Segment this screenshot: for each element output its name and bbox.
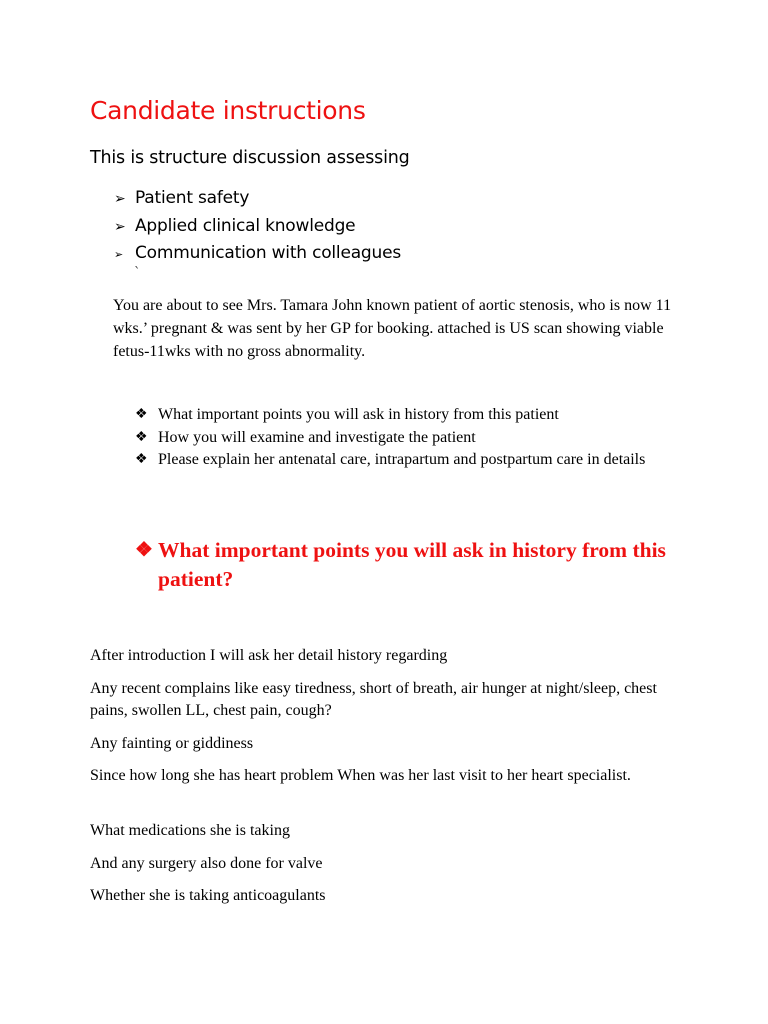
task-list bbox=[135, 404, 675, 472]
list-item: ➢ Communication with colleagues bbox=[114, 241, 401, 269]
page-title: Candidate instructions bbox=[90, 96, 366, 125]
answer-paragraph: Any fainting or giddiness bbox=[90, 735, 254, 752]
diamond-bullet-icon: ❖ bbox=[135, 539, 153, 561]
answer-paragraph: Whether she is taking anticoagulants bbox=[90, 887, 326, 904]
stray-mark: ` bbox=[134, 266, 141, 281]
arrowhead-bullet-icon: ➢ bbox=[114, 248, 124, 261]
list-item: ➢ Applied clinical knowledge bbox=[114, 214, 401, 242]
answer-paragraph: And any surgery also done for valve bbox=[90, 855, 323, 872]
arrowhead-bullet-icon: ➢ bbox=[114, 218, 126, 235]
assessment-list bbox=[114, 186, 401, 269]
diamond-bullet-icon: ❖ bbox=[135, 452, 148, 467]
diamond-bullet-icon: ❖ bbox=[135, 407, 148, 422]
list-item: ➢ Patient safety bbox=[114, 186, 401, 214]
answer-paragraph: What medications she is taking bbox=[90, 822, 290, 839]
list-item: ❖ What important points you will ask in history from this patient bbox=[135, 404, 675, 427]
answer-paragraph: After introduction I will ask her detail history regarding bbox=[90, 647, 448, 664]
list-item: ❖ Please explain her antenatal care, intrapartum and postpartum care in details bbox=[135, 449, 675, 472]
section-subtitle: This is structure discussion assessing bbox=[90, 148, 410, 168]
arrowhead-bullet-icon: ➢ bbox=[114, 191, 126, 207]
scenario-paragraph: You are about to see Mrs. Tamara John known patient of aortic stenosis, who is now 11 wks.’ pregnant & was sent by her GP for booking. attached is US scan showing viable fetus-11wks with no gross abnormality. bbox=[113, 297, 672, 360]
diamond-bullet-icon: ❖ bbox=[135, 429, 148, 445]
question-heading: ❖ What important points you will ask in history from this patient? bbox=[135, 538, 666, 591]
answer-paragraph: Since how long she has heart problem When was her last visit to her heart specialist. bbox=[90, 767, 631, 784]
answer-paragraph: Any recent complains like easy tiredness, short of breath, air hunger at night/sleep, chest pains, swollen LL, chest pain, cough? bbox=[90, 680, 657, 719]
list-item: ❖ How you will examine and investigate the patient bbox=[135, 427, 675, 450]
